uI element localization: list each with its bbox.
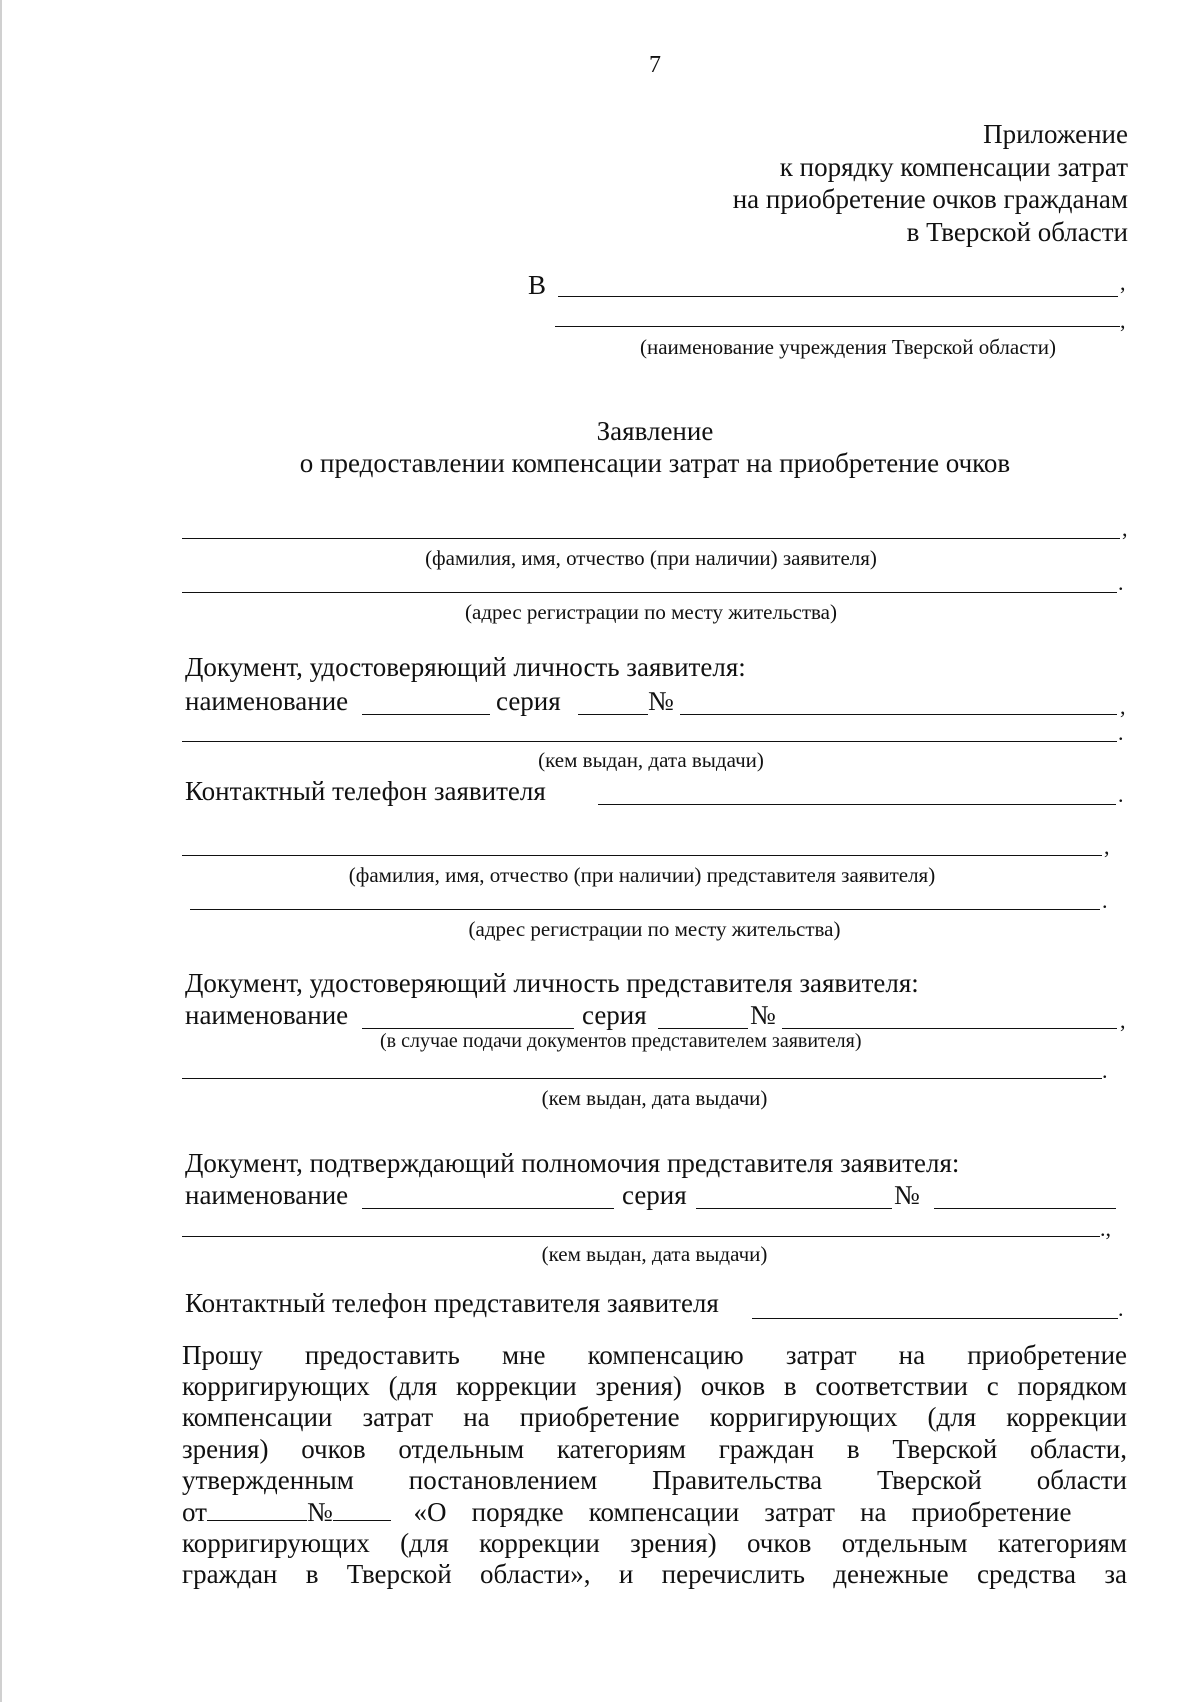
- authority-phone-field[interactable]: [752, 1318, 1118, 1319]
- request-line-4: зрения) очков отдельным категориям граждан в Тверской области,: [182, 1433, 1127, 1464]
- authority-doc-number-label: №: [894, 1180, 920, 1210]
- request-decree-title: «О порядке компенсации затрат на приобретение: [413, 1497, 1072, 1528]
- request-line-7: корригирующих (для коррекции зрения) очков отдельным категориям: [182, 1528, 1127, 1559]
- representative-doc-series-field[interactable]: [658, 1028, 748, 1029]
- authority-issued-field[interactable]: [182, 1236, 1100, 1237]
- representative-name-end: ,: [1104, 834, 1110, 859]
- authority-issued-caption: (кем выдан, дата выдачи): [541, 1242, 768, 1266]
- representative-doc-end: ,: [1120, 1008, 1126, 1033]
- applicant-name-field[interactable]: [182, 538, 1120, 539]
- request-line-3: компенсации затрат на приобретение корригирующих (для коррекции: [182, 1402, 1127, 1433]
- authority-doc-name-label: наименование: [185, 1180, 349, 1210]
- applicant-name-end: ,: [1122, 516, 1128, 541]
- applicant-doc-name-label: наименование: [185, 686, 349, 716]
- applicant-doc-number-field[interactable]: [680, 714, 1117, 715]
- representative-address-caption: (адрес регистрации по месту жительства): [468, 917, 841, 941]
- request-number-field[interactable]: [333, 1496, 391, 1521]
- appendix-line-1: Приложение: [983, 119, 1128, 149]
- addressee-prefix: В: [528, 270, 547, 300]
- applicant-issued-end: .: [1118, 720, 1124, 745]
- representative-issued-field[interactable]: [182, 1078, 1102, 1079]
- applicant-phone-end: .: [1118, 782, 1124, 807]
- addressee-comma-1: ,: [1120, 270, 1126, 295]
- representative-doc-name-label: наименование: [185, 1000, 349, 1030]
- representative-address-field[interactable]: [190, 909, 1100, 910]
- document-title: Заявление: [596, 416, 714, 446]
- request-line-1: Прошу предоставить мне компенсацию затрат на приобретение: [182, 1340, 1127, 1370]
- authority-issued-end: .,: [1100, 1216, 1111, 1241]
- representative-doc-number-field[interactable]: [782, 1028, 1117, 1029]
- request-line-6: [182, 1496, 1127, 1528]
- authority-doc-heading: Документ, подтверждающий полномочия представителя заявителя:: [185, 1148, 960, 1178]
- applicant-doc-name-field[interactable]: [362, 714, 490, 715]
- authority-phone-label: Контактный телефон представителя заявителя: [185, 1288, 719, 1318]
- appendix-line-4: в Тверской области: [906, 216, 1128, 247]
- page-number: 7: [649, 52, 661, 78]
- representative-doc-heading: Документ, удостоверяющий личность представителя заявителя:: [185, 968, 919, 998]
- applicant-doc-number-label: №: [648, 686, 674, 716]
- addressee-field-2[interactable]: [555, 326, 1120, 327]
- applicant-phone-label: Контактный телефон заявителя: [185, 776, 546, 806]
- applicant-name-caption: (фамилия, имя, отчество (при наличии) заявителя): [425, 546, 877, 570]
- authority-doc-name-field[interactable]: [362, 1208, 614, 1209]
- request-paragraph: [182, 1340, 1127, 1591]
- request-number-label: №: [306, 1497, 333, 1528]
- applicant-address-end: .: [1118, 570, 1124, 595]
- request-line-8: граждан в Тверской области», и перечислить денежные средства за: [182, 1559, 1127, 1590]
- authority-doc-series-label: серия: [622, 1180, 687, 1210]
- applicant-issued-caption: (кем выдан, дата выдачи): [538, 748, 764, 772]
- representative-doc-series-label: серия: [582, 1000, 647, 1030]
- representative-issued-end: .: [1102, 1058, 1108, 1083]
- request-from-label: от: [182, 1497, 207, 1528]
- representative-name-field[interactable]: [182, 855, 1102, 856]
- request-line-2: корригирующих (для коррекции зрения) очков в соответствии с порядком: [182, 1371, 1127, 1402]
- addressee-caption: (наименование учреждения Тверской области): [640, 335, 1056, 359]
- representative-doc-name-field[interactable]: [362, 1028, 574, 1029]
- applicant-issued-field[interactable]: [182, 741, 1117, 742]
- representative-issued-caption: (кем выдан, дата выдачи): [541, 1086, 768, 1110]
- request-date-field[interactable]: [207, 1496, 307, 1521]
- addressee-field-1[interactable]: [558, 296, 1118, 297]
- applicant-address-caption: (адрес регистрации по месту жительства): [465, 600, 837, 624]
- representative-address-end: .: [1102, 888, 1108, 913]
- applicant-doc-heading: Документ, удостоверяющий личность заявителя:: [185, 652, 746, 682]
- representative-doc-caption: (в случае подачи документов представителем заявителя): [380, 1030, 862, 1052]
- authority-doc-series-field[interactable]: [696, 1208, 892, 1209]
- request-line-5: утвержденным постановлением Правительства Тверской области: [182, 1464, 1127, 1495]
- authority-phone-end: .: [1118, 1296, 1124, 1321]
- applicant-address-field[interactable]: [182, 592, 1117, 593]
- representative-doc-number-label: №: [750, 1000, 776, 1030]
- applicant-doc-series-field[interactable]: [578, 714, 648, 715]
- appendix-block: [733, 118, 1128, 248]
- applicant-doc-series-label: серия: [496, 686, 561, 716]
- authority-doc-number-field[interactable]: [934, 1208, 1116, 1209]
- document-subtitle: о предоставлении компенсации затрат на приобретение очков: [299, 448, 1011, 478]
- applicant-doc-end: ,: [1120, 694, 1126, 719]
- addressee-comma-2: ,: [1120, 308, 1126, 333]
- appendix-line-3: на приобретение очков гражданам: [732, 184, 1128, 214]
- scan-margin: [0, 0, 2, 1702]
- representative-name-caption: (фамилия, имя, отчество (при наличии) представителя заявителя): [348, 863, 936, 887]
- applicant-phone-field[interactable]: [598, 804, 1116, 805]
- appendix-line-2: к порядку компенсации затрат: [779, 151, 1128, 182]
